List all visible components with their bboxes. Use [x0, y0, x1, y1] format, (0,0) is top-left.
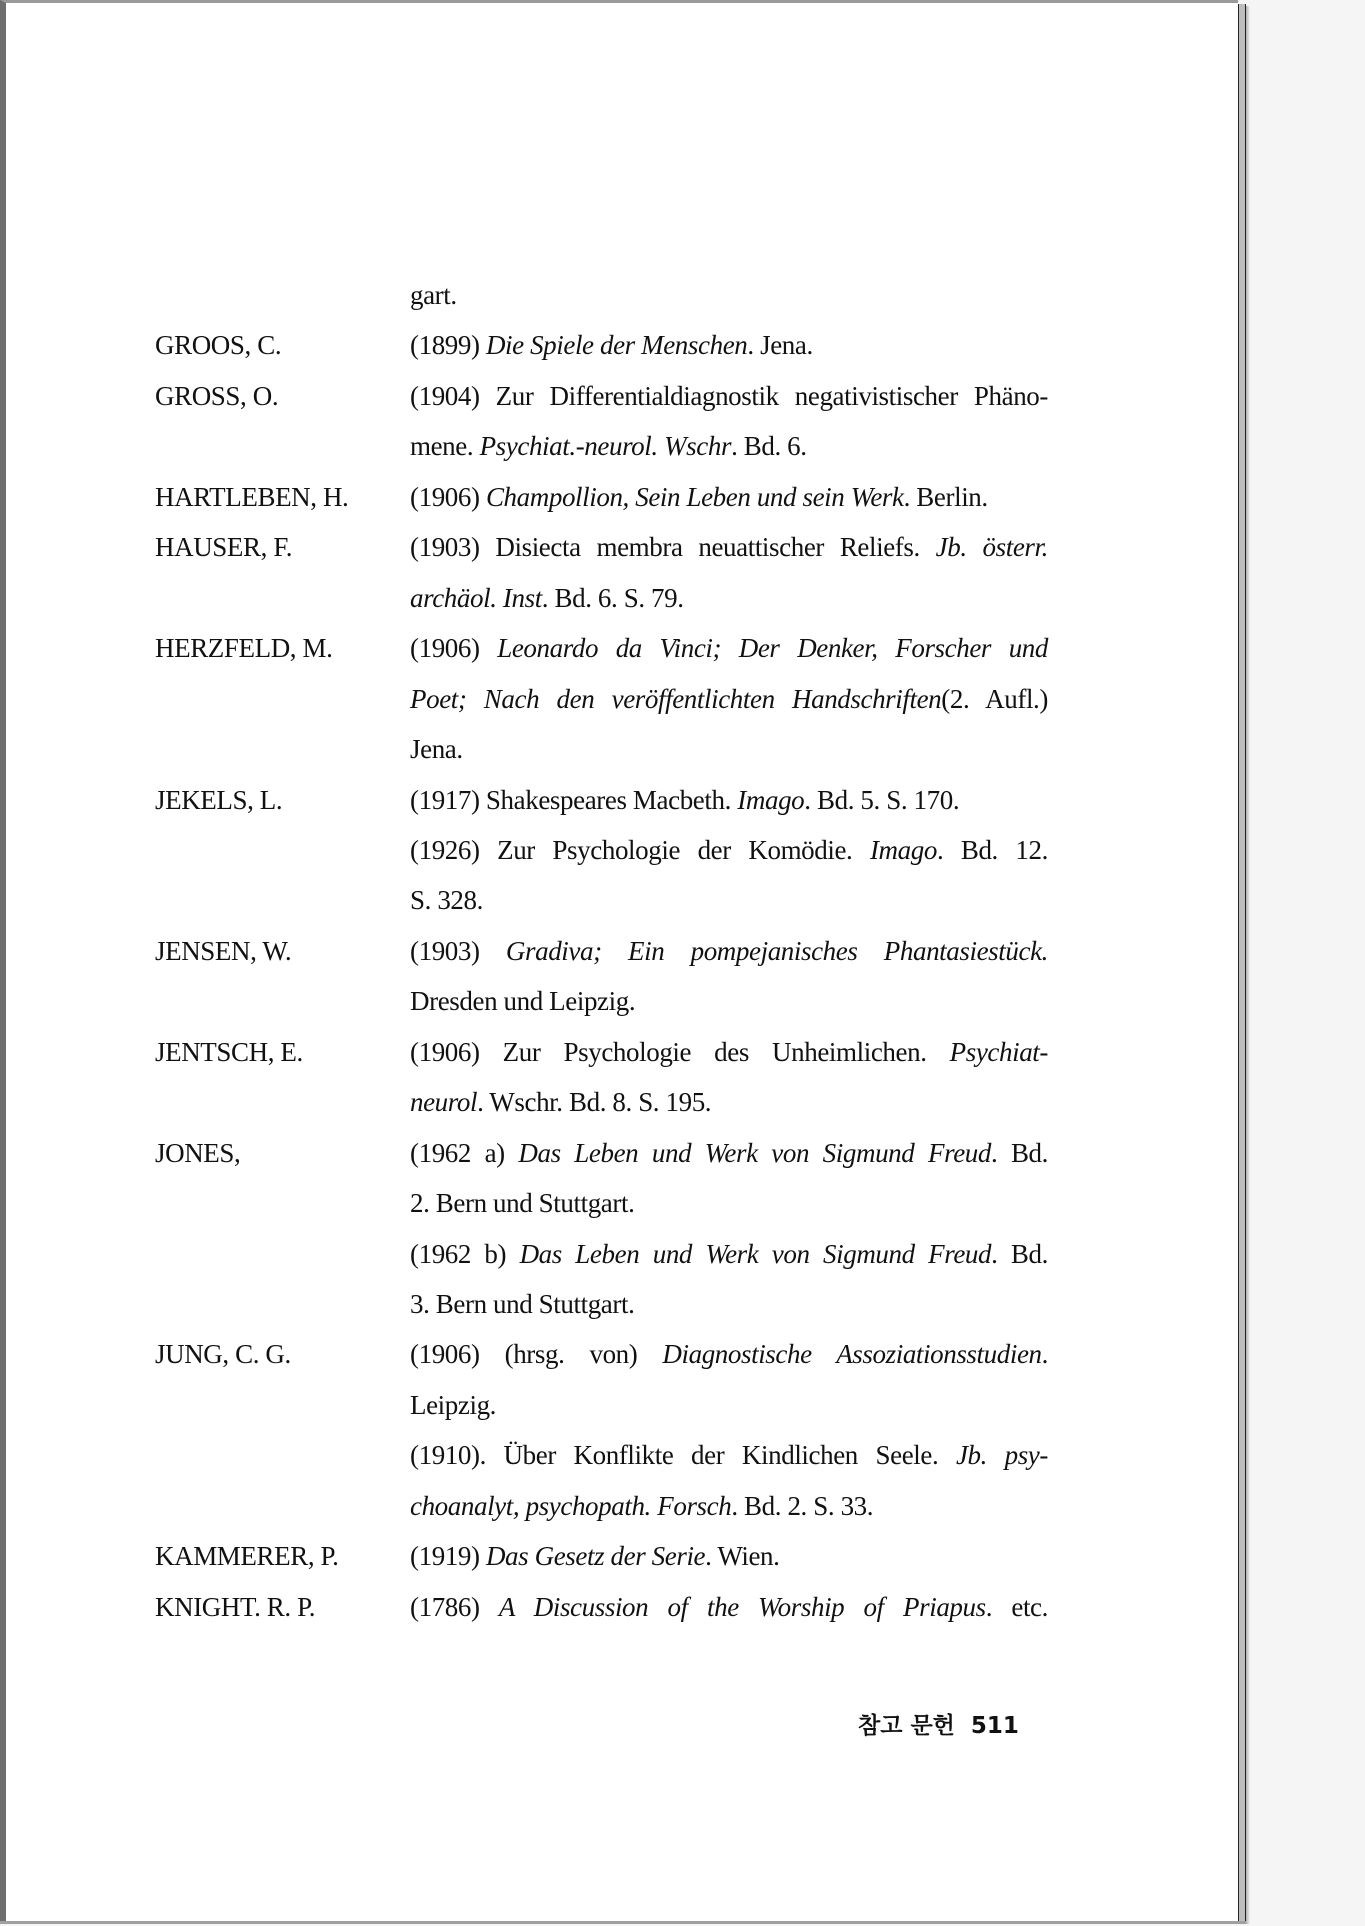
entry-reference-line	[410, 1339, 1048, 1370]
reference-text: mene.	[410, 431, 480, 462]
page-footer	[858, 1707, 1019, 1740]
reference-text: (1962 b)	[410, 1238, 520, 1269]
entry-author: HAUSER, F.	[155, 532, 293, 563]
entry-reference-line	[410, 431, 807, 462]
reference-text: (1903) Disiecta membra neuattischer Reliefs.	[410, 532, 936, 563]
reference-text: .	[1041, 1339, 1048, 1370]
reference-title-italic: Jb. österr.	[935, 532, 1048, 563]
entry-author: KNIGHT. R. P.	[155, 1591, 316, 1622]
reference-title-italic: Gradiva; Ein pompejanisches Phantasiestück.	[505, 935, 1048, 966]
entry-reference-line	[410, 1087, 711, 1118]
reference-text: . Wien.	[705, 1541, 780, 1572]
entry-author: JUNG, C. G.	[155, 1339, 291, 1370]
reference-title-italic: Leonardo da Vinci; Der Denker, Forscher und	[497, 633, 1048, 664]
reference-title-italic: Psychiat-	[949, 1036, 1048, 1067]
entry-reference-line	[410, 1541, 780, 1572]
entry-reference-line	[410, 381, 1048, 412]
entry-reference-line	[410, 734, 463, 765]
reference-text: 3. Bern und Stuttgart.	[410, 1289, 635, 1319]
entry-reference-line	[410, 785, 959, 816]
reference-text: (1906) Zur Psychologie des Unheimlichen.	[410, 1036, 950, 1067]
entry-reference-line	[410, 1289, 634, 1320]
reference-text: (1910). Über Konflikte der Kindlichen Seele.	[410, 1440, 956, 1471]
reference-text: . Berlin.	[903, 481, 988, 512]
reference-text: (1903)	[410, 935, 506, 966]
entry-author: KAMMERER, P.	[155, 1541, 339, 1572]
entry-author: JENSEN, W.	[155, 935, 292, 966]
reference-text: (1904) Zur Differentialdiagnostik negativistischer Phäno-	[410, 380, 1048, 411]
reference-title-italic: Imago	[869, 834, 937, 865]
reference-title-italic: Poet; Nach den veröffentlichten Handschriften	[410, 683, 942, 714]
entry-author: JONES,	[155, 1137, 241, 1168]
reference-text: . Bd.	[990, 1137, 1049, 1168]
page-edge	[1238, 4, 1246, 1922]
reference-text: . Bd. 6.	[731, 431, 807, 462]
reference-title-italic: Das Leben und Werk von Sigmund Freud	[518, 1137, 991, 1168]
entry-reference-line	[410, 936, 1048, 967]
reference-text: (1917) Shakespeares Macbeth.	[410, 784, 738, 815]
entry-author: HARTLEBEN, H.	[155, 481, 349, 512]
reference-title-italic: neurol	[410, 1087, 478, 1118]
entry-reference-line	[410, 633, 1048, 664]
entry-reference-line	[410, 1491, 873, 1522]
entry-reference-line	[410, 1239, 1048, 1270]
entry-author: GROSS, O.	[155, 380, 279, 411]
reference-title-italic: Imago	[737, 784, 805, 815]
footer-section-title: 참고 문헌	[858, 1713, 955, 1739]
reference-title-italic: archäol. Inst	[410, 582, 542, 613]
entry-reference-line	[410, 1592, 1048, 1623]
entry-author: JEKELS, L.	[155, 784, 283, 815]
entry-reference-line	[410, 1188, 634, 1219]
entry-reference-line	[410, 1440, 1048, 1471]
reference-title-italic: A Discussion of the Worship of Priapus	[498, 1591, 986, 1622]
reference-title-italic: Psychiat.-neurol. Wschr	[479, 431, 732, 462]
reference-text: gart.	[410, 280, 457, 310]
entry-author: HERZFELD, M.	[155, 633, 333, 664]
entry-reference-line	[410, 280, 457, 311]
entry-reference-line	[410, 1037, 1048, 1068]
entry-reference-line	[410, 1138, 1048, 1169]
entry-reference-line	[410, 835, 1048, 866]
reference-text: . Bd. 5. S. 170.	[804, 784, 960, 815]
reference-title-italic: Die Spiele der Menschen	[485, 330, 748, 361]
reference-text: (2. Aufl.)	[941, 683, 1048, 714]
reference-title-italic: Champollion, Sein Leben und sein Werk	[485, 481, 904, 512]
entry-reference-line	[410, 532, 1048, 563]
reference-text: (1926) Zur Psychologie der Komödie.	[410, 834, 870, 865]
page-shadow	[1246, 6, 1250, 1924]
entry-reference-line	[410, 330, 813, 361]
entry-reference-line	[410, 885, 483, 916]
reference-text: . Bd. 6. S. 79.	[541, 582, 684, 613]
reference-text: Dresden und Leipzig.	[410, 986, 636, 1017]
reference-title-italic: Das Leben und Werk von Sigmund Freud	[519, 1238, 992, 1269]
entry-reference-line	[410, 986, 635, 1017]
entry-reference-line	[410, 482, 988, 513]
reference-text: (1906)	[410, 633, 498, 664]
reference-text: (1906)	[410, 481, 486, 512]
reference-text: . Bd. 12.	[936, 834, 1048, 865]
reference-title-italic: choanalyt, psychopath. Forsch	[410, 1490, 732, 1521]
reference-text: 2. Bern und Stuttgart.	[410, 1188, 635, 1219]
entry-author: GROOS, C.	[155, 330, 282, 361]
reference-text: . Wschr. Bd. 8. S. 195.	[477, 1087, 712, 1118]
reference-title-italic: Jb. psy-	[955, 1440, 1048, 1471]
reference-text: (1906) (hrsg. von)	[410, 1339, 663, 1370]
page-bottom-border	[0, 1921, 1246, 1924]
reference-text: (1962 a)	[410, 1137, 519, 1168]
entry-reference-line	[410, 684, 1048, 715]
reference-text: (1899)	[410, 330, 486, 361]
entry-author: JENTSCH, E.	[155, 1036, 303, 1067]
reference-text: (1786)	[410, 1591, 499, 1622]
reference-text: S. 328.	[410, 885, 483, 916]
reference-title-italic: Diagnostische Assoziationsstudien	[662, 1339, 1042, 1370]
reference-text: . Bd. 2. S. 33.	[731, 1490, 874, 1521]
reference-title-italic: Das Gesetz der Serie	[485, 1541, 706, 1572]
reference-text: (1919)	[410, 1541, 486, 1572]
entry-reference-line	[410, 583, 684, 614]
reference-text: Leipzig.	[410, 1389, 497, 1420]
reference-text: Jena.	[410, 734, 463, 765]
entry-reference-line	[410, 1390, 496, 1421]
reference-text: . Jena.	[747, 330, 813, 361]
page-number: 511	[970, 1713, 1019, 1739]
reference-text: . etc.	[985, 1591, 1048, 1622]
reference-text: . Bd.	[991, 1238, 1048, 1269]
